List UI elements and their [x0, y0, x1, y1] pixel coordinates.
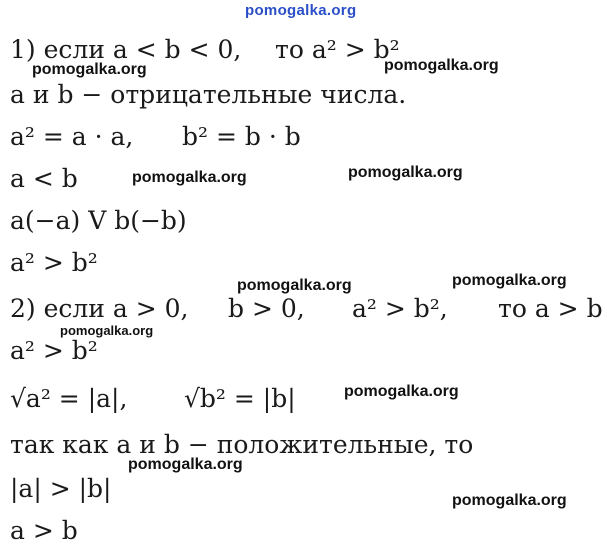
line-7-condition-a: 2) если a > 0,: [10, 294, 189, 323]
line-10-positive-numbers: так как a и b − положительные, то: [10, 430, 474, 459]
line-4-inequality: a < b: [10, 164, 78, 193]
watermark: pomogalka.org: [344, 383, 459, 400]
line-11-absolute-values: |a| > |b|: [10, 474, 112, 503]
watermark: pomogalka.org: [32, 61, 147, 78]
line-7-condition-b: b > 0,: [228, 294, 305, 323]
watermark: pomogalka.org: [132, 169, 247, 186]
watermark: pomogalka.org: [237, 277, 352, 294]
site-watermark-header: pomogalka.org: [245, 2, 357, 19]
line-2-negative-numbers: a и b − отрицательные числа.: [10, 80, 407, 109]
line-3-square-b: b² = b · b: [182, 122, 301, 151]
line-7-condition-squares: a² > b²,: [352, 294, 448, 323]
line-5-comparison: a(−a) V b(−b): [10, 206, 187, 235]
line-1-conclusion: то a² > b²: [275, 35, 400, 64]
watermark: pomogalka.org: [452, 492, 567, 509]
line-12-final-result: a > b: [10, 516, 78, 545]
line-6-result: a² > b²: [10, 248, 98, 277]
line-8-squares: a² > b²: [10, 336, 98, 365]
line-1-condition: 1) если a < b < 0,: [10, 35, 242, 64]
watermark: pomogalka.org: [348, 164, 463, 181]
line-9-root-b: √b² = |b|: [184, 384, 296, 413]
line-9-root-a: √a² = |a|,: [10, 384, 128, 413]
line-7-conclusion: то a > b: [498, 294, 603, 323]
watermark: pomogalka.org: [60, 323, 154, 338]
line-3-square-a: a² = a · a,: [10, 122, 134, 151]
watermark: pomogalka.org: [384, 57, 499, 74]
watermark: pomogalka.org: [452, 272, 567, 289]
watermark: pomogalka.org: [128, 456, 243, 473]
